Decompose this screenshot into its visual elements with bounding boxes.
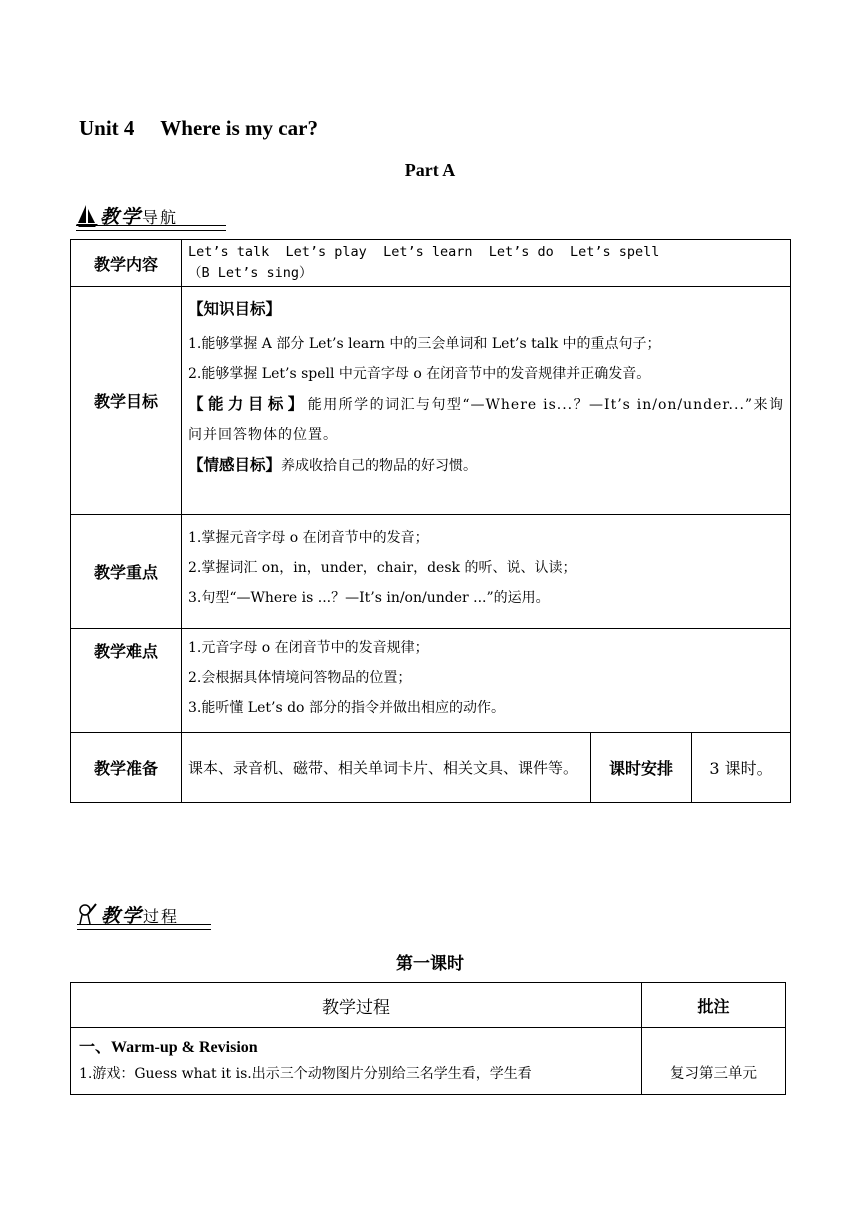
- teaching-process-banner: [77, 900, 211, 926]
- difficulty-1: 1.元音字母 o 在闭音节中的发音规律；: [188, 640, 429, 656]
- ability-goal: [188, 389, 784, 450]
- banner-thin-text: 导航: [142, 208, 179, 227]
- part-title: Part A: [404, 160, 456, 180]
- teaching-navigation-table: [70, 239, 791, 803]
- goals-label: 教学目标: [71, 287, 182, 515]
- notes-column-header: 批注: [642, 983, 786, 1028]
- unit-title: Unit 4 Where is my car?: [79, 116, 318, 140]
- banner-bold-text: 教学: [100, 206, 143, 228]
- banner-underline: [76, 225, 226, 231]
- sailboat-icon: [76, 203, 98, 227]
- content-label: 教学内容: [71, 240, 182, 287]
- notes-cell: [642, 1028, 786, 1095]
- schedule-value: 3 课时。: [692, 733, 791, 803]
- content-line-1: Let’s talk Let’s play Let’s learn Let’s do Let’s spell: [188, 244, 660, 260]
- key-point-3: 3.句型“—Where is ...？—It’s in/on/under ...”的运用。: [188, 590, 550, 606]
- difficulty-cell: [182, 629, 791, 733]
- key-points-label: 教学重点: [71, 515, 182, 629]
- difficulty-2: 2.会根据具体情境问答物品的位置；: [188, 670, 412, 686]
- pencil-figure-icon: [77, 902, 99, 926]
- key-points-cell: [182, 515, 791, 629]
- process-cell: [71, 1028, 642, 1095]
- difficulty-label: 教学难点: [71, 629, 182, 733]
- banner-bold-text: 教学: [101, 905, 144, 927]
- difficulty-3: 3.能听懂 Let’s do 部分的指令并做出相应的动作。: [188, 700, 505, 716]
- knowledge-goal-1: 1.能够掌握 A 部分 Let’s learn 中的三会单词和 Let’s talk 中的重点句子；: [188, 336, 661, 352]
- banner-thin-text: 过程: [143, 907, 180, 926]
- content-cell: [182, 240, 791, 287]
- preparation-label: 教学准备: [71, 733, 182, 803]
- emotion-goal-text: 养成收拾自己的物品的好习惯。: [281, 458, 478, 474]
- content-line-2: （B Let’s sing）: [188, 265, 313, 281]
- process-column-header: 教学过程: [71, 983, 642, 1028]
- note-1: 复习第三单元: [670, 1066, 757, 1082]
- step-1: 1.游戏：Guess what it is.出示三个动物图片分别给三名学生看，学生看: [79, 1066, 532, 1082]
- key-point-1: 1.掌握元音字母 o 在闭音节中的发音；: [188, 530, 429, 546]
- schedule-label: 课时安排: [591, 733, 692, 803]
- goals-cell: [182, 287, 791, 515]
- knowledge-goal-2: 2.能够掌握 Let’s spell 中元音字母 o 在闭音节中的发音规律并正确发音。: [188, 366, 651, 382]
- ability-goal-text: 能用所学的词汇与句型“—Where is...？—It’s in/on/under...”来询问并回答物体的位置。: [188, 397, 784, 443]
- knowledge-goal-title: 【知识目标】: [188, 300, 282, 318]
- emotion-goal-title: 【情感目标】: [188, 456, 282, 474]
- banner-underline: [77, 924, 211, 930]
- preparation-text: 课本、录音机、磁带、相关单词卡片、相关文具、课件等。: [182, 733, 591, 803]
- emotion-goal: [188, 450, 784, 481]
- teaching-navigation-banner: [76, 201, 226, 227]
- lesson-title: 第一课时: [396, 954, 464, 974]
- ability-goal-title: 【能力目标】: [188, 395, 308, 413]
- section-warm-up: 一、Warm-up & Revision: [79, 1039, 258, 1056]
- teaching-process-table: [70, 982, 786, 1095]
- key-point-2: 2.掌握词汇 on，in，under，chair，desk 的听、说、认读；: [188, 560, 577, 576]
